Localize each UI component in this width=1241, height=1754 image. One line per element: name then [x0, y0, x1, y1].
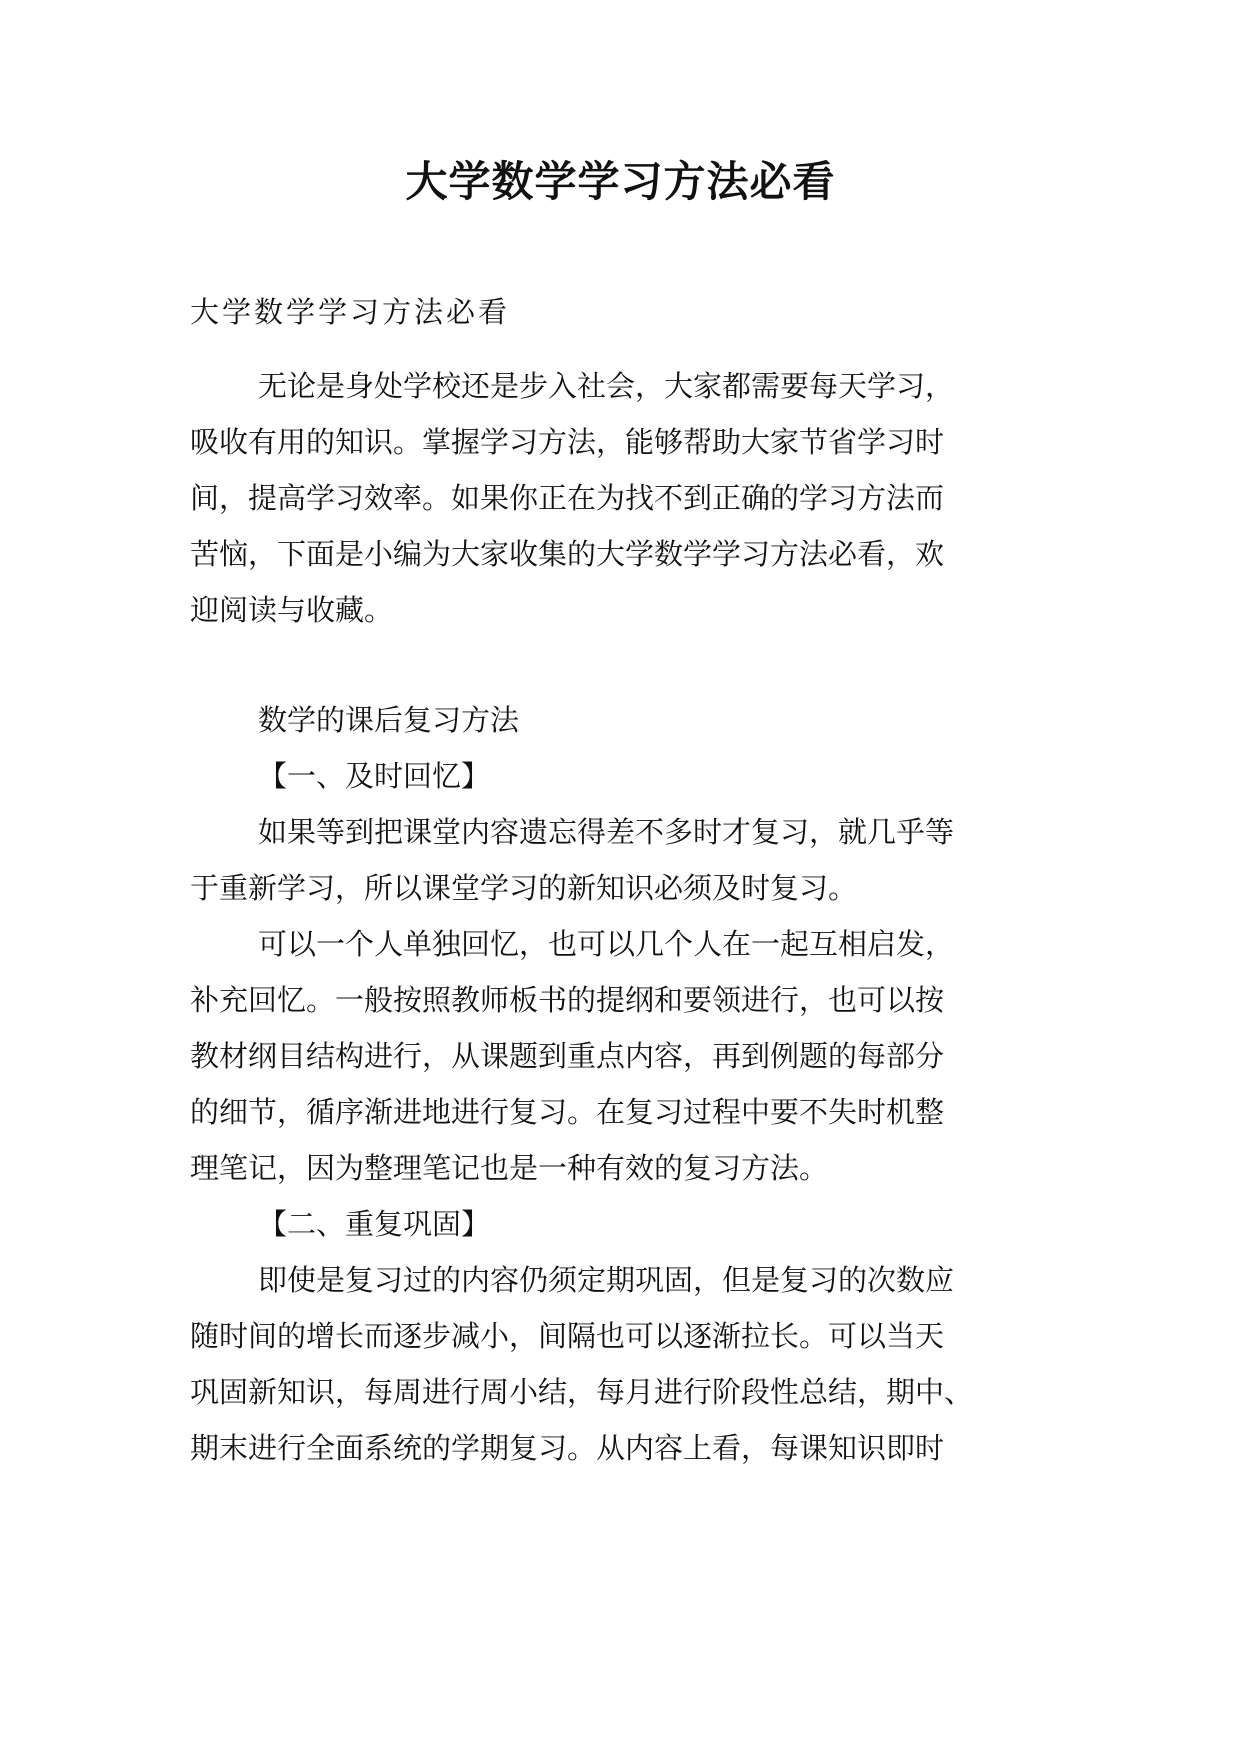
body-line: 于重新学习，所以课堂学习的新知识必须及时复习。 — [190, 871, 858, 905]
body-line: 吸收有用的知识。掌握学习方法，能够帮助大家节省学习时 — [190, 425, 945, 459]
body-line: 期末进行全面系统的学期复习。从内容上看，每课知识即时 — [190, 1431, 945, 1465]
document-subtitle: 大学数学学习方法必看 — [190, 295, 511, 329]
body-line: 苦恼，下面是小编为大家收集的大学数学学习方法必看，欢 — [190, 537, 945, 571]
body-line: 即使是复习过的内容仍须定期巩固，但是复习的次数应 — [258, 1263, 955, 1297]
body-line: 教材纲目结构进行，从课题到重点内容，再到例题的每部分 — [190, 1039, 945, 1073]
subsection-heading: 【二、重复巩固】 — [258, 1207, 491, 1241]
body-line: 无论是身处学校还是步入社会，大家都需要每天学习， — [258, 369, 955, 403]
body-line: 迎阅读与收藏。 — [190, 593, 394, 627]
body-line: 的细节，循序渐进地进行复习。在复习过程中要不失时机整 — [190, 1095, 945, 1129]
body-line: 间，提高学习效率。如果你正在为找不到正确的学习方法而 — [190, 481, 945, 515]
body-line: 随时间的增长而逐步减小，间隔也可以逐渐拉长。可以当天 — [190, 1319, 945, 1353]
body-line: 如果等到把课堂内容遗忘得差不多时才复习，就几乎等 — [258, 815, 955, 849]
section-heading: 数学的课后复习方法 — [258, 703, 520, 737]
body-line: 理笔记，因为整理笔记也是一种有效的复习方法。 — [190, 1151, 829, 1185]
document-title: 大学数学学习方法必看 — [405, 157, 836, 206]
body-line: 补充回忆。一般按照教师板书的提纲和要领进行，也可以按 — [190, 983, 945, 1017]
subsection-heading: 【一、及时回忆】 — [258, 759, 491, 793]
body-line: 巩固新知识，每周进行周小结，每月进行阶段性总结，期中、 — [190, 1375, 974, 1409]
body-line: 可以一个人单独回忆，也可以几个人在一起互相启发， — [258, 927, 955, 961]
